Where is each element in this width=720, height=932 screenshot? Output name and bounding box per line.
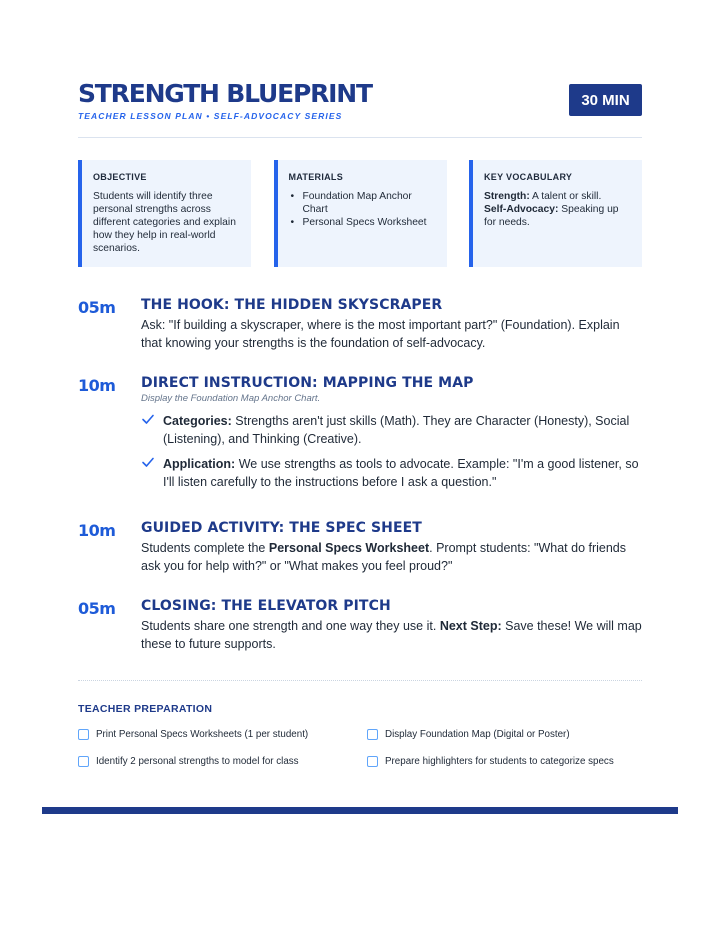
prep-item[interactable]	[78, 756, 367, 767]
prep-item-label: Print Personal Specs Worksheets (1 per student)	[96, 729, 309, 740]
materials-title: MATERIALS	[288, 172, 344, 182]
divider	[78, 680, 642, 681]
materials-list	[289, 190, 437, 229]
point-text: We use strengths as tools to advocate. Example: "I'm a good listener, so I'll listen carefully to the instructions before I ask a question."	[163, 457, 639, 489]
instruction-points	[141, 412, 642, 491]
page-header	[78, 80, 642, 138]
section-body: Ask: "If building a skyscraper, where is the most important part?" (Foundation). Explain that knowing your strengths is the foundation of self-advocacy.	[141, 318, 620, 350]
section-hook	[78, 296, 642, 352]
point-text: Strengths aren't just skills (Math). They are Character (Honesty), Social (Listening), and Thinking (Creative).	[163, 414, 630, 446]
info-cards	[78, 160, 642, 267]
body-text: . Prompt students: "What do friends ask you for help with?" or "What makes you feel proud?"	[141, 541, 627, 573]
section-body	[141, 539, 642, 575]
body-text: Students share one strength and one way they use it.	[141, 619, 440, 633]
body-bold: Next Step:	[439, 619, 502, 633]
body-text: Save these! We will map these to future supports.	[141, 619, 642, 651]
point-label: Application:	[163, 457, 236, 471]
objective-card	[78, 160, 251, 267]
vocabulary-card	[469, 160, 642, 267]
vocabulary-title: KEY VOCABULARY	[484, 172, 573, 182]
section-body	[141, 617, 642, 653]
vocabulary-definition: Speaking up for needs.	[484, 204, 619, 228]
checkbox[interactable]	[367, 756, 378, 767]
section-title: DIRECT INSTRUCTION: MAPPING THE MAP	[141, 375, 474, 391]
vocabulary-entry	[484, 190, 632, 203]
check-icon	[141, 455, 155, 469]
prep-title: TEACHER PREPARATION	[78, 703, 213, 715]
page-title: STRENGTH BLUEPRINT	[78, 79, 372, 108]
prep-item-label: Display Foundation Map (Digital or Poster)	[385, 729, 570, 740]
vocabulary-list	[484, 190, 632, 229]
prep-item-label: Prepare highlighters for students to categorize specs	[385, 756, 614, 767]
section-time: 05m	[78, 298, 116, 317]
prep-item-label: Identify 2 personal strengths to model for class	[96, 756, 299, 767]
footer-bar	[42, 807, 678, 814]
prep-item[interactable]	[367, 729, 642, 740]
materials-card	[274, 160, 447, 267]
vocabulary-term: Strength:	[484, 191, 530, 202]
vocabulary-entry	[484, 203, 632, 229]
section-time: 10m	[78, 376, 116, 395]
check-icon	[141, 412, 155, 426]
section-direct-instruction	[78, 374, 642, 498]
section-guided-activity	[78, 519, 642, 575]
objective-title: OBJECTIVE	[93, 172, 147, 182]
materials-item: • Foundation Map Anchor Chart	[289, 190, 437, 216]
checkbox[interactable]	[78, 756, 89, 767]
section-title: THE HOOK: THE HIDDEN SKYSCRAPER	[141, 297, 443, 313]
section-time: 05m	[78, 599, 116, 618]
body-bold: Personal Specs Worksheet	[268, 541, 430, 555]
vocabulary-definition: A talent or skill.	[529, 191, 602, 202]
prep-item[interactable]	[367, 756, 642, 767]
section-closing	[78, 597, 642, 653]
checkbox[interactable]	[78, 729, 89, 740]
instruction-point	[141, 412, 642, 448]
prep-item[interactable]	[78, 729, 367, 740]
page-subtitle: TEACHER LESSON PLAN • SELF-ADVOCACY SERIES	[78, 111, 343, 121]
instruction-point	[141, 455, 642, 491]
prep-checklist	[78, 729, 642, 767]
section-note: Display the Foundation Map Anchor Chart.	[141, 393, 321, 404]
point-label: Categories:	[163, 414, 232, 428]
materials-item: • Personal Specs Worksheet	[289, 216, 437, 229]
body-text: Students complete the	[141, 541, 269, 555]
teacher-preparation	[78, 703, 642, 767]
duration-badge: 30 MIN	[569, 84, 642, 116]
objective-text: Students will identify three personal strengths across different categories and explain how they help in real-world scenarios.	[93, 191, 236, 254]
section-title: CLOSING: THE ELEVATOR PITCH	[141, 598, 391, 614]
section-title: GUIDED ACTIVITY: THE SPEC SHEET	[141, 520, 422, 536]
checkbox[interactable]	[367, 729, 378, 740]
section-time: 10m	[78, 521, 116, 540]
vocabulary-term: Self-Advocacy:	[484, 204, 559, 215]
